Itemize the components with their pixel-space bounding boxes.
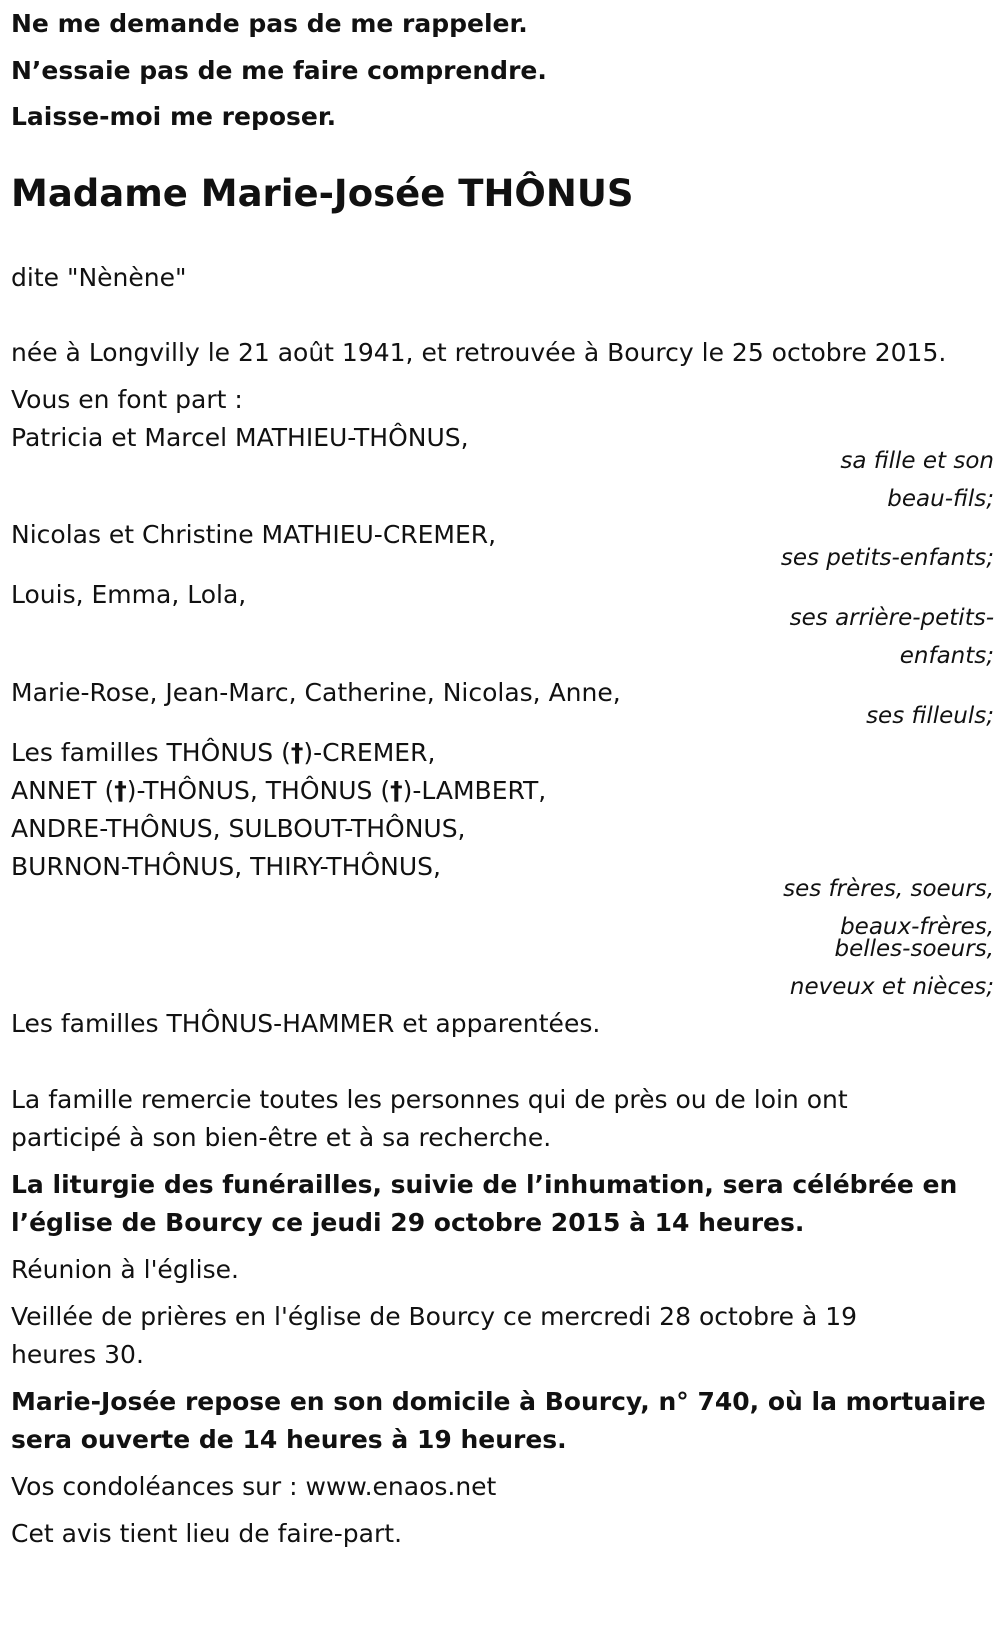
meeting-line: Réunion à l'église.	[11, 1255, 239, 1284]
family-names: Marie-Rose, Jean-Marc, Catherine, Nicolas, Anne,	[11, 678, 621, 707]
siblings-role: beaux-frères,	[840, 914, 994, 940]
cross-icon: †	[290, 738, 304, 767]
relatives-line: Les familles THÔNUS-HAMMER et apparentées.	[11, 1009, 601, 1038]
poem-line-1: Ne me demande pas de me rappeler.	[11, 9, 528, 38]
family-role: sa fille et son	[840, 448, 994, 474]
page-title: Madame Marie-Josée THÔNUS	[11, 172, 634, 215]
siblings-line-2	[11, 775, 546, 807]
siblings-line-3: ANDRE-THÔNUS, SULBOUT-THÔNUS,	[11, 814, 466, 843]
siblings-text: ANNET (	[11, 776, 115, 805]
announcement-intro: Vous en font part :	[11, 385, 243, 414]
poem-line-3: Laisse-moi me reposer.	[11, 102, 337, 131]
siblings-text: )-CREMER,	[303, 738, 436, 767]
siblings-role: ses frères, soeurs,	[783, 876, 994, 902]
family-role: ses arrière-petits-	[789, 605, 994, 631]
cross-icon: †	[390, 776, 403, 805]
cross-icon: †	[114, 776, 127, 805]
family-role: ses filleuls;	[866, 703, 994, 729]
funeral-line-2: l’église de Bourcy ce jeudi 29 octobre 2015 à 14 heures.	[11, 1208, 805, 1237]
notice-line: Cet avis tient lieu de faire-part.	[11, 1519, 403, 1548]
condolences-line: Vos condoléances sur : www.enaos.net	[11, 1472, 497, 1501]
funeral-line-1: La liturgie des funérailles, suivie de l’inhumation, sera célébrée en	[11, 1170, 958, 1199]
siblings-role: belles-soeurs,	[834, 936, 994, 962]
family-names: Patricia et Marcel MATHIEU-THÔNUS,	[11, 423, 469, 452]
poem-line-2: N’essaie pas de me faire comprendre.	[11, 56, 547, 85]
nickname: dite "Nènène"	[11, 263, 187, 292]
vigil-line-2: heures 30.	[11, 1340, 144, 1369]
thanks-line-2: participé à son bien-être et à sa recherche.	[11, 1123, 552, 1152]
rest-line-1: Marie-Josée repose en son domicile à Bourcy, n° 740, où la mortuaire	[11, 1387, 986, 1416]
siblings-line-4: BURNON-THÔNUS, THIRY-THÔNUS,	[11, 852, 441, 881]
thanks-line-1: La famille remercie toutes les personnes qui de près ou de loin ont	[11, 1085, 848, 1114]
vigil-line-1: Veillée de prières en l'église de Bourcy ce mercredi 28 octobre à 19	[11, 1302, 858, 1331]
birth-death-line: née à Longvilly le 21 août 1941, et retrouvée à Bourcy le 25 octobre 2015.	[11, 338, 947, 367]
family-role: ses petits-enfants;	[780, 545, 994, 571]
siblings-text: )-THÔNUS, THÔNUS (	[126, 776, 391, 805]
family-role: beau-fils;	[887, 486, 994, 512]
siblings-text: Les familles THÔNUS (	[11, 738, 291, 767]
siblings-line-1	[11, 737, 435, 769]
rest-line-2: sera ouverte de 14 heures à 19 heures.	[11, 1425, 567, 1454]
family-names: Louis, Emma, Lola,	[11, 580, 247, 609]
siblings-role: neveux et nièces;	[789, 974, 994, 1000]
family-role: enfants;	[899, 643, 994, 669]
family-names: Nicolas et Christine MATHIEU-CREMER,	[11, 520, 497, 549]
siblings-text: )-LAMBERT,	[402, 776, 547, 805]
